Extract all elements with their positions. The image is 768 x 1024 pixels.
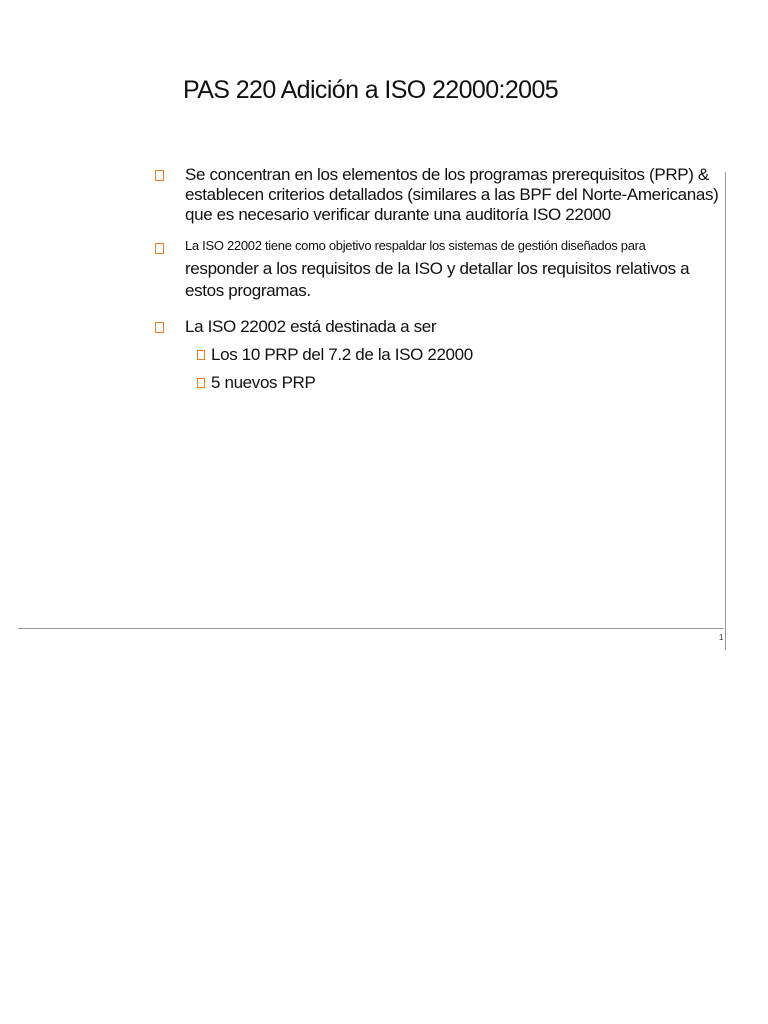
page-number: 1: [719, 633, 724, 642]
vertical-rule: [725, 172, 726, 650]
bullet-list: [155, 165, 721, 397]
square-bullet-icon: [155, 243, 164, 254]
horizontal-rule: [18, 628, 724, 629]
sub-bullet-list: [197, 341, 721, 397]
sub-bullet-text: Los 10 PRP del 7.2 de la ISO 22000: [211, 345, 473, 364]
square-bullet-icon: [155, 170, 164, 181]
bullet-text-large: responder a los requisitos de la ISO y detallar los requisitos relativos a estos programas.: [185, 259, 690, 300]
sub-bullet-item: [197, 369, 721, 397]
bullet-item-2: [155, 237, 721, 302]
sub-bullet-text: 5 nuevos PRP: [211, 373, 316, 392]
sub-bullet-item: [197, 341, 721, 369]
bullet-item-3: [155, 316, 721, 397]
square-bullet-icon: [197, 350, 205, 360]
bullet-text: Se concentran en los elementos de los programas prerequisitos (PRP) & establecen criterios detallados (similares a las BPF del Norte-Americanas) que es necesario verificar durante una auditoría ISO 22000: [185, 165, 719, 224]
square-bullet-icon: [197, 378, 205, 388]
bullet-item-1: [155, 165, 721, 225]
bullet-text: La ISO 22002 está destinada a ser: [185, 317, 437, 336]
square-bullet-icon: [155, 322, 164, 333]
bullet-text-small: La ISO 22002 tiene como objetivo respaldar los sistemas de gestión diseñados para: [185, 238, 646, 253]
slide-title: PAS 220 Adición a ISO 22000:2005: [183, 76, 559, 104]
